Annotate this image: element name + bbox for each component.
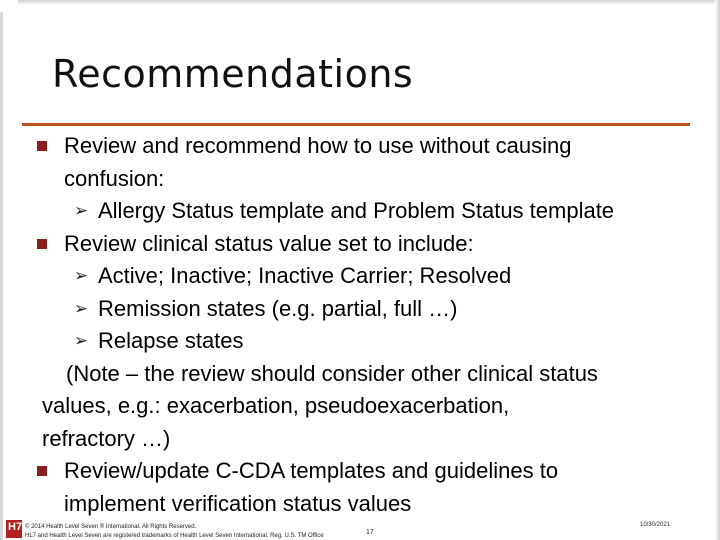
arrow-bullet-icon: ➢	[74, 298, 89, 318]
sub-bullet-text: Active; Inactive; Inactive Carrier; Resolved	[98, 263, 512, 288]
sub-bullet-text: Allergy Status template and Problem Status template	[98, 198, 615, 223]
bullet-text-continued: implement verification status values	[64, 490, 412, 516]
footer-copyright: © 2014 Health Level Seven ® International. All Rights Reserved.	[25, 524, 197, 530]
title-underline-divider	[22, 123, 690, 126]
square-bullet-icon	[37, 466, 47, 476]
bullet-text: Review/update C-CDA templates and guidelines to	[64, 458, 559, 483]
note-line: refractory …)	[42, 425, 171, 451]
page-number: 17	[366, 529, 374, 536]
hl7-logo-icon	[6, 520, 22, 538]
footer-trademark: HL7 and Health Level Seven are registered trademarks of Health Level Seven International. Reg. U.S. TM Office	[25, 533, 324, 539]
square-bullet-icon	[37, 239, 47, 249]
bullet-text: Review and recommend how to use without causing	[64, 133, 572, 158]
bullet-item-1	[32, 130, 682, 228]
sub-bullet	[74, 260, 682, 293]
logo-text: H7	[8, 521, 23, 533]
sub-bullet	[74, 195, 682, 228]
bullet-item-3	[32, 455, 682, 520]
bullet-item-2	[32, 228, 682, 456]
note-line: (Note – the review should consider other clinical status	[66, 360, 598, 386]
sub-bullet-text: Relapse states	[98, 328, 244, 353]
slide-title: Recommendations	[52, 52, 414, 96]
frame-right-shadow	[715, 0, 720, 540]
arrow-bullet-icon: ➢	[74, 266, 89, 285]
arrow-bullet-icon: ➢	[74, 331, 89, 350]
frame-left-border	[0, 12, 3, 540]
bullet-text-continued: confusion:	[64, 165, 165, 191]
footer-date: 10/30/2021	[640, 522, 671, 528]
sub-bullet-text: Remission states (e.g. partial, full …)	[98, 295, 458, 321]
slide-content	[32, 130, 682, 520]
arrow-bullet-icon: ➢	[74, 201, 89, 220]
bullet-text: Review clinical status value set to include:	[64, 230, 474, 256]
frame-top-shadow	[18, 0, 720, 5]
sub-bullet	[74, 325, 682, 358]
sub-bullet	[74, 293, 682, 326]
note-line: values, e.g.: exacerbation, pseudoexacerbation,	[42, 393, 510, 418]
square-bullet-icon	[37, 141, 47, 151]
